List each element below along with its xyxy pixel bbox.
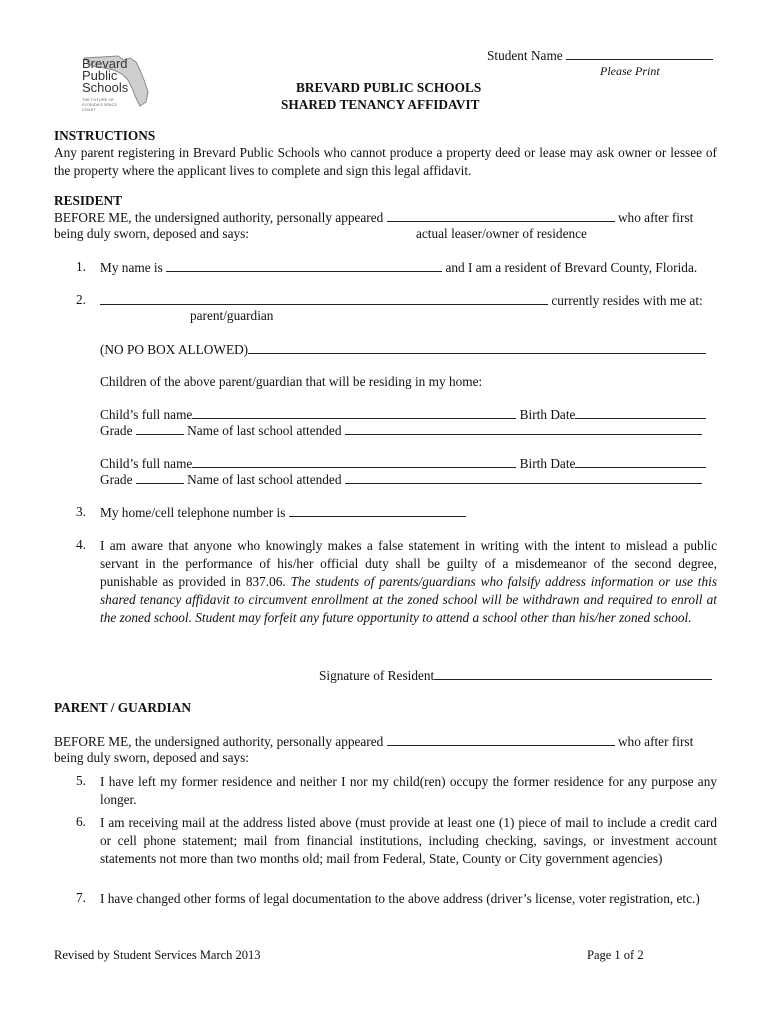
address-row bbox=[100, 341, 706, 358]
logo-line-1: Brevard bbox=[82, 56, 128, 71]
child-2-grade-field[interactable] bbox=[136, 471, 184, 484]
instructions-text: Any parent registering in Brevard Public Schools who cannot produce a property deed or lease may ask owner or lessee of the property where the applicant lives to complete and sign this legal affidavit. bbox=[54, 145, 717, 178]
leaser-owner-caption: actual leaser/owner of residence bbox=[416, 226, 587, 241]
item-1-number: 1. bbox=[76, 259, 86, 274]
resident-signature-field[interactable] bbox=[434, 667, 712, 680]
logo-line-2: Public bbox=[82, 68, 118, 83]
phone-number-field[interactable] bbox=[289, 504, 466, 517]
resident-heading: RESIDENT bbox=[54, 193, 122, 208]
resident-signature-row bbox=[319, 667, 712, 684]
please-print-note: Please Print bbox=[600, 64, 660, 78]
child-1-name-row bbox=[100, 406, 706, 423]
item-5-text: I have left my former residence and neither I nor my child(ren) occupy the former residence for any purpose any longer. bbox=[100, 774, 717, 807]
parent-being-duly-sworn: being duly sworn, deposed and says: bbox=[54, 750, 249, 765]
child-2-name-label: Child’s full name bbox=[100, 456, 193, 471]
my-name-field[interactable] bbox=[166, 259, 442, 272]
school-title: BREVARD PUBLIC SCHOOLS bbox=[296, 80, 482, 95]
child-2-name-field[interactable] bbox=[192, 455, 516, 468]
item-1-resident-text: and I am a resident of Brevard County, Florida. bbox=[445, 260, 698, 275]
item-4-warning: The students of parents/guardians who falsify address information or use this shared tenancy affidavit to circumvent enrollment at the zoned school will be withdrawn and required to enroll at the zoned school. Student may forfeit any future opportunity to attend a school other than his/her zoned school. bbox=[100, 574, 717, 625]
item-1-my-name-label: My name is bbox=[100, 260, 163, 275]
child-2-grade-row bbox=[100, 471, 702, 488]
parent-guardian-heading: PARENT / GUARDIAN bbox=[54, 700, 191, 715]
child-1-grade-field[interactable] bbox=[136, 422, 184, 435]
form-title: SHARED TENANCY AFFIDAVIT bbox=[281, 97, 480, 112]
child-1-last-school-label: Name of last school attended bbox=[187, 423, 342, 438]
logo-tagline: THE FUTURE OF FLORIDA'S SPACE COAST bbox=[82, 97, 118, 112]
item-6-number: 6. bbox=[76, 814, 86, 829]
child-1-grade-label: Grade bbox=[100, 423, 133, 438]
item-1-row bbox=[100, 259, 697, 276]
resident-appeared-field[interactable] bbox=[387, 209, 615, 222]
child-1-name-label: Child’s full name bbox=[100, 407, 193, 422]
parent-before-me-text: BEFORE ME, the undersigned authority, personally appeared bbox=[54, 734, 384, 749]
parent-guardian-caption: parent/guardian bbox=[190, 308, 274, 323]
item-5-number: 5. bbox=[76, 773, 86, 788]
resident-before-me-text: BEFORE ME, the undersigned authority, personally appeared bbox=[54, 210, 384, 225]
footer-page-number: Page 1 of 2 bbox=[587, 948, 644, 962]
item-2-resides-text: currently resides with me at: bbox=[551, 293, 703, 308]
item-3-number: 3. bbox=[76, 504, 86, 519]
children-intro: Children of the above parent/guardian that will be residing in my home: bbox=[100, 374, 483, 389]
child-2-name-row bbox=[100, 455, 706, 472]
child-2-birth-date-label: Birth Date bbox=[519, 456, 576, 471]
child-1-name-field[interactable] bbox=[192, 406, 516, 419]
student-name-label: Student Name bbox=[487, 48, 563, 63]
resident-before-me-row bbox=[54, 209, 693, 226]
item-7-number: 7. bbox=[76, 890, 86, 905]
address-field[interactable] bbox=[248, 341, 706, 354]
parent-appeared-field[interactable] bbox=[387, 733, 615, 746]
logo-line-3: Schools bbox=[82, 80, 129, 95]
student-name-row bbox=[487, 47, 713, 64]
child-2-last-school-field[interactable] bbox=[345, 471, 702, 484]
item-4-statement: I am aware that anyone who knowingly makes a false statement in writing with the intent to mislead a public servant in the performance of his/her official duty shall be guilty of a misdemeanor of the second degree, punishable as provided in 837.06. bbox=[100, 538, 717, 589]
child-2-birth-date-field[interactable] bbox=[575, 455, 706, 468]
child-1-last-school-field[interactable] bbox=[345, 422, 702, 435]
item-2-row bbox=[100, 292, 703, 309]
child-1-birth-date-field[interactable] bbox=[575, 406, 706, 419]
resident-signature-label: Signature of Resident bbox=[319, 668, 435, 683]
instructions-heading: INSTRUCTIONS bbox=[54, 128, 156, 143]
item-6-text: I am receiving mail at the address listed above (must provide at least one (1) piece of mail to include a credit card or cell phone statement; mail from financial institutions, including checking, savings, or investment account statements not more than two months old; mail from Federal, State, County or City government agencies) bbox=[100, 815, 717, 866]
resident-who-after-first: who after first bbox=[617, 210, 694, 225]
item-3-row bbox=[100, 504, 466, 521]
item-4-paragraph bbox=[100, 537, 717, 627]
child-1-birth-date-label: Birth Date bbox=[519, 407, 576, 422]
footer-revised: Revised by Student Services March 2013 bbox=[54, 948, 261, 962]
brevard-schools-logo bbox=[78, 52, 158, 112]
child-2-last-school-label: Name of last school attended bbox=[187, 472, 342, 487]
child-2-grade-label: Grade bbox=[100, 472, 133, 487]
item-3-phone-label: My home/cell telephone number is bbox=[100, 505, 286, 520]
student-name-field[interactable] bbox=[566, 47, 713, 60]
no-po-box-label: (NO PO BOX ALLOWED) bbox=[100, 342, 249, 357]
parent-guardian-name-field[interactable] bbox=[100, 292, 548, 305]
item-2-number: 2. bbox=[76, 292, 86, 307]
parent-before-me-row bbox=[54, 733, 693, 750]
item-7-text: I have changed other forms of legal documentation to the above address (driver’s license, voter registration, etc.) bbox=[100, 891, 700, 906]
item-4-number: 4. bbox=[76, 537, 86, 552]
resident-being-duly-sworn: being duly sworn, deposed and says: bbox=[54, 226, 249, 241]
child-1-grade-row bbox=[100, 422, 702, 439]
parent-who-after-first: who after first bbox=[617, 734, 694, 749]
